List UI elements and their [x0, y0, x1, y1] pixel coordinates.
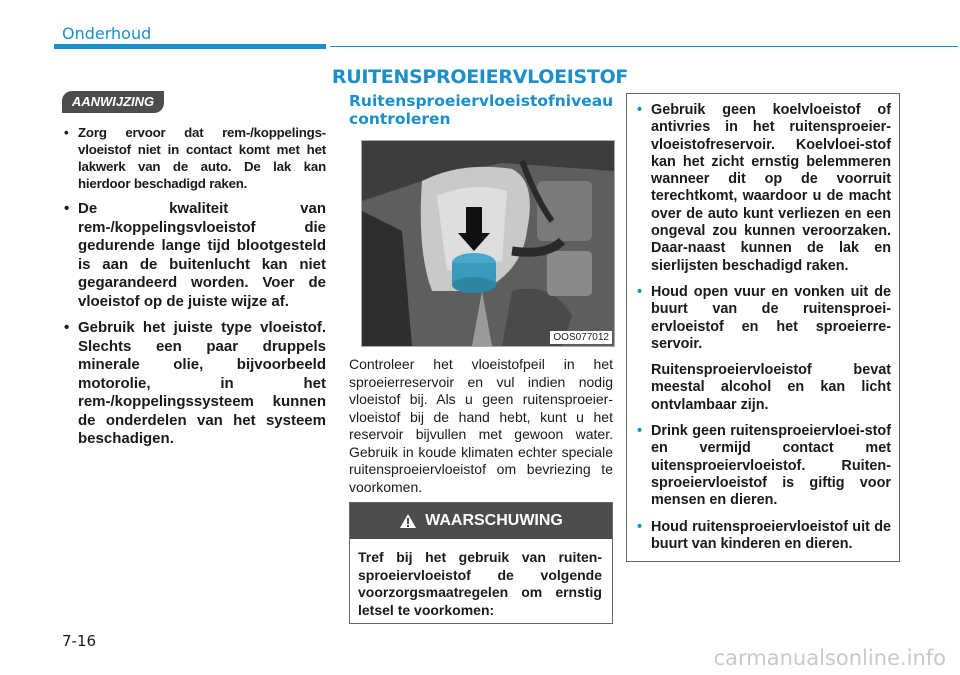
- subsection-body: Controleer het vloeistofpeil in het sproeierreservoir en vul indien nodig vloeistof bij. Als u geen ruitensproeier-vloeistof bij de hand hebt, kunt u het reservoir bijvullen met gewoon water. Gebruik in koude klimaten echter speciale ruitensproeiervloeistof om bevriezing te voorkomen.: [349, 356, 613, 495]
- precautions-box: [626, 93, 900, 562]
- warning-triangle-icon: [399, 513, 417, 529]
- precaution-item: [635, 519, 891, 554]
- header-bar-thin: [330, 46, 958, 47]
- section-title: RUITENSPROEIERVLOEISTOF: [331, 66, 629, 88]
- warning-header: [350, 503, 612, 539]
- header-bar-thick: [54, 44, 326, 49]
- precaution-text: Houd ruitensproeiervloeistof uit de buurt van kinderen en dieren.: [651, 518, 891, 552]
- precaution-text: Houd open vuur en vonken uit de buurt van de ruitensproei-ervloeistof en het sproeierre-servoir.: [651, 283, 891, 352]
- warning-title: WAARSCHUWING: [425, 512, 563, 529]
- engine-bay-illustration: [362, 141, 614, 346]
- image-code: OOS077012: [550, 331, 612, 344]
- section-header-label: Onderhoud: [62, 24, 152, 43]
- warning-box: [349, 502, 613, 624]
- subsection-title: Ruitensproeiervloeistofniveau controleren: [349, 92, 614, 128]
- precaution-item: [635, 423, 891, 509]
- precautions-list: [635, 102, 891, 553]
- note-column: [62, 124, 326, 457]
- warning-text: Tref bij het gebruik van ruiten-sproeiervloeistof de volgende voorzorgsmaatregelen om ernstig letsel te voorkomen:: [358, 549, 602, 618]
- watermark: carmanualsonline.info: [713, 646, 946, 670]
- reservoir-photo: [361, 140, 615, 347]
- precaution-item: [635, 284, 891, 414]
- note-list: [62, 124, 326, 449]
- page-number: 7-16: [62, 632, 97, 650]
- note-tag: AANWIJZING: [62, 91, 164, 113]
- precaution-text: Gebruik geen koelvloeistof of antivries in het ruitensproeier-vloeistofreservoir. Koelvloei-stof kan het zicht ernstig belemmeren wanneer dit op de voorruit terechtkomt, waardoor u de macht over de auto kunt verliezen en een ongeval zou kunnen veroorzaken. Daar-naast kunnen de lak en sierlijsten beschadigd raken.: [651, 102, 891, 274]
- note-item: • Zorg ervoor dat rem-/koppelings-vloeistof niet in contact komt met het lakwerk van de auto. De lak kan hierdoor beschadigd raken.: [62, 124, 326, 192]
- note-item: • Gebruik het juiste type vloeistof. Slechts een paar druppels minerale olie, bijvoorbeeld motorolie, in het rem-/koppelingssysteem kunnen de onderdelen van het systeem beschadigen.: [62, 319, 326, 449]
- precautions-content: [635, 102, 891, 562]
- precaution-text: Drink geen ruitensproeiervloei-stof en vermijd contact met uitensproeiervloeistof. Ruiten-sproeiervloeistof is giftig voor mensen en dieren.: [651, 423, 891, 509]
- precaution-item: [635, 102, 891, 275]
- precaution-note: Ruitensproeiervloeistof bevat meestal alcohol en kan licht ontvlambaar zijn.: [651, 362, 891, 413]
- note-item: • De kwaliteit van rem-/koppelingsvloeistof die gedurende lange tijd blootgesteld is aan de buitenlucht kan niet gegarandeerd worden. Voer de vloeistof op de juiste wijze af.: [62, 200, 326, 311]
